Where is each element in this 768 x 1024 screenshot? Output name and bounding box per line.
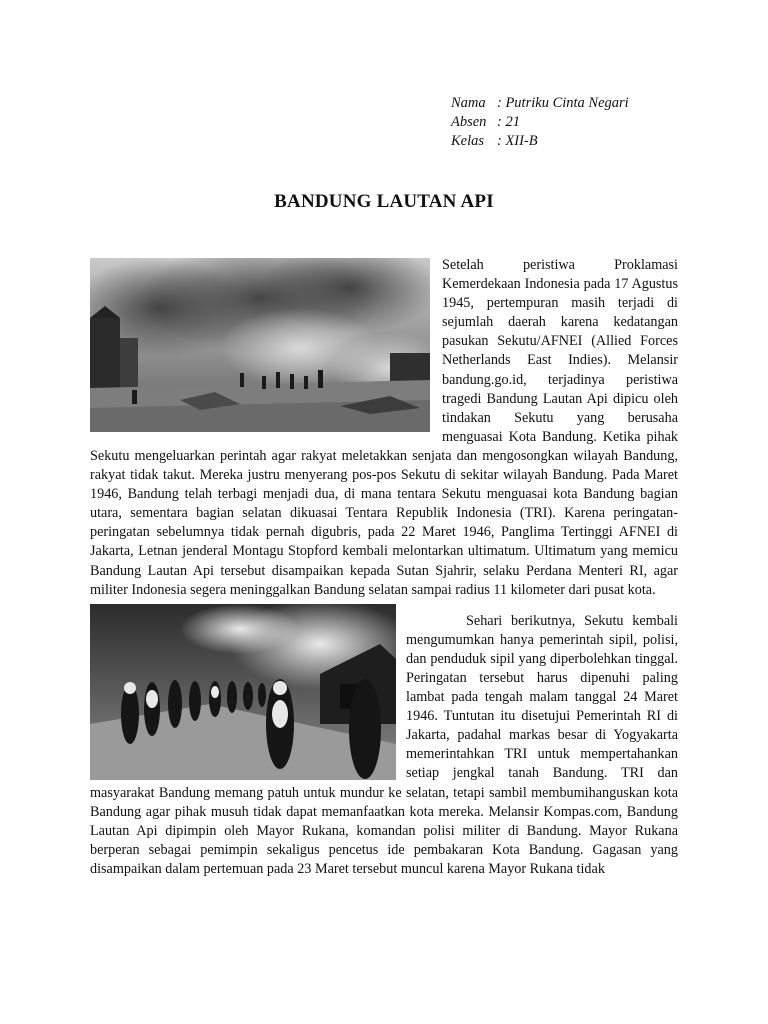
paragraph-2: Sehari berikutnya, Sekutu kembali mengumumkan hanya pemerintah sipil, polisi, dan penduduk sipil yang diperbolehkan tinggal. Peringatan tersebut harus dipenuhi paling lambat pada tengah malam tanggal 24 Maret 1946. Tuntutan itu disetujui Pemerintah RI di Jakarta, padahal markas besar di Yogyakarta memerintahkan TRI untuk mempertahankan setiap jengkal tanah Bandung. TRI dan masyarakat Bandung memang patuh untuk mundur ke selatan, tetapi sambil membumihanguskan kota Bandung agar pihak musuh tidak dapat memanfaatkan kota mereka. Melansir Kompas.com, Bandung Lautan Api dipimpin oleh Mayor Rukana, komandan polisi militer di Bandung. Mayor Rukana berperan sebagai pemimpin sekaligus pencetus ide pembakaran Kota Bandung. Gagasan yang disampaikan dalam pertemuan pada 23 Maret tersebut muncul karena Mayor Rukana tidak: [90, 612, 678, 877]
kelas-value: : XII-B: [497, 133, 538, 150]
nama-row: [451, 94, 629, 113]
absen-label: Absen: [451, 114, 487, 131]
page-title: BANDUNG LAUTAN API: [274, 191, 494, 212]
nama-value: : Putriku Cinta Negari: [497, 95, 629, 111]
battle-smoke-photo-graphic: [90, 258, 430, 432]
nama-label: Nama: [451, 95, 486, 111]
kelas-label: Kelas: [451, 133, 485, 150]
student-identity: [451, 94, 629, 152]
absen-row: [451, 113, 629, 132]
evacuation-crowd-photo-graphic: [90, 604, 396, 780]
kelas-row: [451, 132, 629, 151]
evacuation-crowd-photo: [90, 604, 396, 780]
absen-value: : 21: [497, 114, 520, 131]
paragraph-1: Setelah peristiwa Proklamasi Kemerdekaan Indonesia pada 17 Agustus 1945, pertempuran masih terjadi di sejumlah daerah karena kedatangan pasukan Sekutu/AFNEI (Allied Forces Netherlands East Indies). Melansir bandung.go.id, terjadinya peristiwa tragedi Bandung Lautan Api dipicu oleh tindakan Sekutu yang berusaha menguasai Kota Bandung. Ketika pihak Sekutu mengeluarkan perintah agar rakyat meletakkan senjata dan mengosongkan wilayah Bandung, rakyat tidak takut. Mereka justru menyerang pos-pos Sekutu di sekitar wilayah Bandung. Pada Maret 1946, Bandung telah terbagi menjadi dua, di mana tentara Sekutu menguasai kota Bandung bagian utara, sementara bagian selatan dikuasai Tentara Republik Indonesia (TRI). Karena peringatan-peringatan sebelumnya tidak pernah digubris, pada 22 Maret 1946, Panglima Tertinggi AFNEI di Jakarta, Letnan jenderal Montagu Stopford kembali melontarkan ultimatum. Ultimatum yang memicu Bandung Lautan Api tersebut disampaikan kepada Sutan Sjahrir, selaku Perdana Menteri RI, agar militer Indonesia segera meninggalkan Bandung selatan sampai radius 11 kilometer dari pusat kota.: [90, 257, 678, 598]
battle-smoke-photo: [90, 258, 430, 432]
article-body: [90, 256, 678, 879]
